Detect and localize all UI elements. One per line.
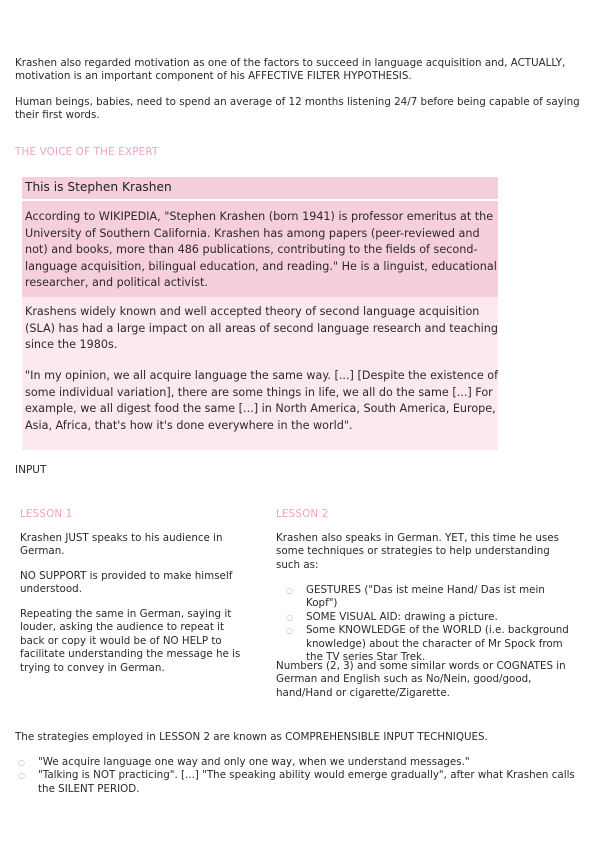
lesson1-paragraph-2: NO SUPPORT is provided to make himself understood. xyxy=(20,570,233,596)
lesson1-title: LESSON 1 xyxy=(20,508,73,520)
list-item: ○ Some KNOWLEDGE of the WORLD (i.e. background knowledge) about the character of Mr Spock from the TV series Star Trek. xyxy=(282,624,578,664)
expert-title: This is Stephen Krashen xyxy=(25,180,172,194)
list-item: ○ "We acquire language one way and only one way, when we understand messages." xyxy=(14,756,586,769)
expert-quote-paragraph: "In my opinion, we all acquire language the same way. [...] [Despite the existence of some individual variation], there are some things in life, we all do the same [...] For example, we all digest food the same [...] in North America, South America, Europe, Asia, Africa, that's how it's done everywhere in the world". xyxy=(25,369,499,432)
expert-quote-box xyxy=(22,297,498,450)
lesson2-strategy-list xyxy=(282,584,578,664)
expert-wiki-paragraph: According to WIKIPEDIA, "Stephen Krashen (born 1941) is professor emeritus at the University of Southern California. Krashen has among papers (peer-reviewed and not) and books, more than 486 publications, contributing to the fields of second-language acquisition, bilingual education, and reading." He is a linguist, educational researcher, and political activist. xyxy=(25,210,497,290)
input-heading: INPUT xyxy=(15,464,47,476)
list-item: ○ GESTURES ("Das ist meine Hand/ Das ist mein Kopf") xyxy=(282,584,578,611)
expert-title-box xyxy=(22,177,498,199)
lesson1-paragraph-3: Repeating the same in German, saying it louder, asking the audience to repeat it back or copy it would be of NO HELP to facilitate understanding the message he is trying to convey in German. xyxy=(20,608,241,674)
conclusion-paragraph: The strategies employed in LESSON 2 are known as COMPREHENSIBLE INPUT TECHNIQUES. xyxy=(15,731,488,743)
expert-theory-paragraph: Krashens widely known and well accepted theory of second language acquisition (SLA) has had a large impact on all areas of second language research and teaching since the 1980s. xyxy=(25,305,498,352)
expert-heading: THE VOICE OF THE EXPERT xyxy=(15,146,159,158)
intro-paragraph-babies: Human beings, babies, need to spend an average of 12 months listening 24/7 before being capable of saying their first words. xyxy=(15,96,580,122)
list-item: ○ "Talking is NOT practicing". [...] "The speaking ability would emerge gradually", after what Krashen calls the SILENT PERIOD. xyxy=(14,769,586,796)
expert-wiki-box xyxy=(22,201,498,297)
lesson2-title: LESSON 2 xyxy=(276,508,329,520)
list-item: ○ SOME VISUAL AID: drawing a picture. xyxy=(282,611,578,624)
intro-paragraph-motivation: Krashen also regarded motivation as one of the factors to succeed in language acquisition and, ACTUALLY, motivation is an important component of his AFFECTIVE FILTER HYPOTHESIS. xyxy=(15,57,566,83)
conclusion-quote-list xyxy=(14,756,586,796)
lesson2-outro: Numbers (2, 3) and some similar words or COGNATES in German and English such as No/Nein, good/good, hand/Hand or cigarette/Zigarette. xyxy=(276,660,566,699)
lesson2-intro: Krashen also speaks in German. YET, this time he uses some techniques or strategies to help understanding such as: xyxy=(276,532,559,571)
lesson1-paragraph-1: Krashen JUST speaks to his audience in German. xyxy=(20,532,223,558)
